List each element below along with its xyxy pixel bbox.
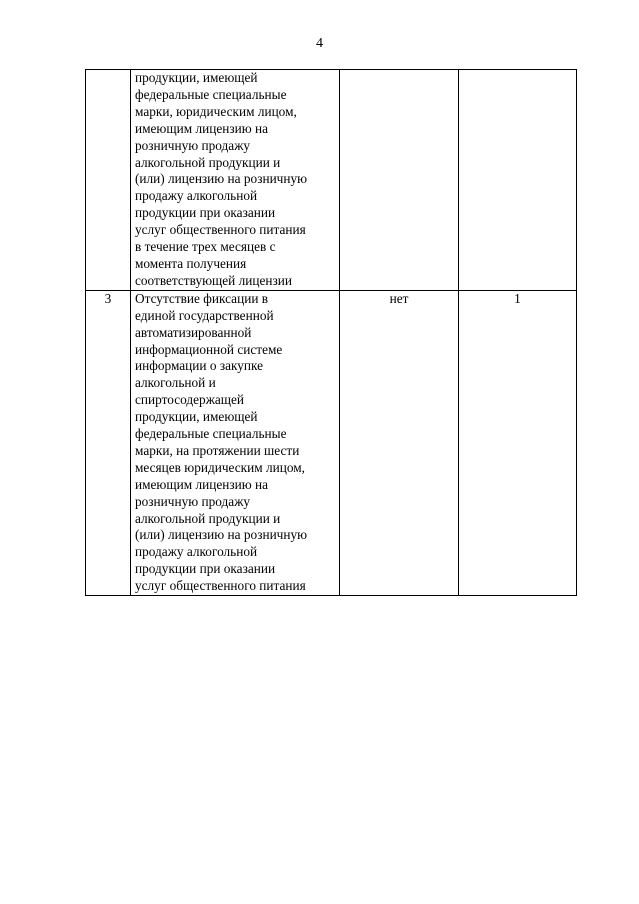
row-number-cell: 3	[86, 290, 131, 595]
row-score-cell: 1	[459, 290, 577, 595]
description-line: (или) лицензию на розничную	[135, 171, 308, 187]
table-row	[86, 70, 577, 291]
description-line: имеющим лицензию на	[135, 120, 268, 136]
description-line: информации о закупке	[135, 358, 264, 374]
description-line: розничную продажу	[135, 493, 251, 509]
row-number-cell	[86, 70, 131, 291]
description-line: единой государственной	[135, 307, 274, 323]
description-line: алкогольной и	[135, 375, 216, 391]
description-line: месяцев юридическим лицом,	[135, 459, 306, 475]
description-line: спиртосодержащей	[135, 392, 245, 408]
row-description-cell	[131, 290, 340, 595]
row-value-cell	[340, 70, 459, 291]
description-line: продукции, имеющей	[135, 409, 258, 425]
description-line: автоматизированной	[135, 324, 252, 340]
row-value-cell: нет	[340, 290, 459, 595]
description-line: соответствующей лицензии	[135, 272, 292, 288]
description-line: продукции при оказании	[135, 561, 276, 577]
description-line: продукции, имеющей	[135, 70, 258, 85]
description-line: услуг общественного питания	[135, 222, 306, 238]
description-line: имеющим лицензию на	[135, 476, 268, 492]
description-line: продажу алкогольной	[135, 544, 258, 560]
description-line: продукции при оказании	[135, 205, 276, 221]
description-line: Отсутствие фиксации в	[135, 290, 269, 306]
table-row	[86, 290, 577, 595]
description-line: алкогольной продукции и	[135, 510, 281, 526]
description-line: момента получения	[135, 255, 247, 271]
description-line: в течение трех месяцев с	[135, 239, 276, 255]
description-line: федеральные специальные	[135, 86, 287, 102]
criteria-table	[85, 69, 577, 596]
row-description-cell	[131, 70, 340, 291]
description-line: продажу алкогольной	[135, 188, 258, 204]
description-line: алкогольной продукции и	[135, 154, 281, 170]
description-line: услуг общественного питания	[135, 578, 306, 594]
description-line: розничную продажу	[135, 137, 251, 153]
description-line: марки, на протяжении шести	[135, 442, 300, 458]
description-line: (или) лицензию на розничную	[135, 527, 308, 543]
description-line: информационной системе	[135, 341, 283, 357]
description-line: федеральные специальные	[135, 426, 287, 442]
row-score-cell	[459, 70, 577, 291]
description-line: марки, юридическим лицом,	[135, 103, 297, 119]
page-number: 4	[316, 36, 323, 51]
